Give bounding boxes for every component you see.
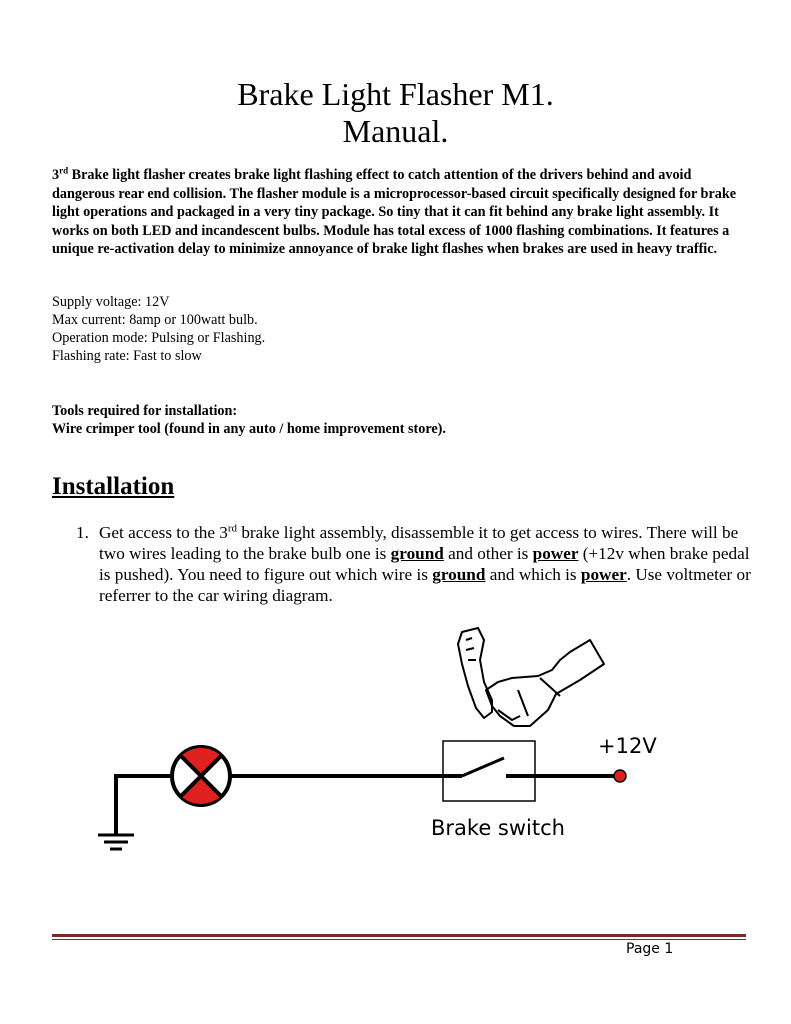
step-text-part: and other is — [443, 544, 533, 563]
intro-ordinal-suffix: rd — [59, 165, 69, 176]
step-number: 1. — [76, 523, 89, 542]
intro-text: Brake light flasher creates brake light flashing effect to catch attention of the drivers behind and avoid dangerous rear end collision. The flasher module is a microprocessor-based circuit specifically designed for brake light operations and packaged in a very tiny package. So tiny that it can fit behind any brake light assembly. It works on both LED and incandescent bulbs. Module has total excess of 1000 flashing combinations. It features a unique re-activation delay to minimize annoyance of brake light flashes when brakes are used in heavy traffic. — [52, 167, 737, 257]
wiring-diagram — [0, 620, 791, 870]
installation-step-1 — [76, 522, 756, 606]
ground-term: ground — [432, 565, 486, 584]
intro-paragraph — [52, 166, 752, 259]
footer-rule — [52, 934, 746, 937]
spec-supply-voltage: Supply voltage: 12V — [52, 294, 170, 310]
foot-on-pedal-icon — [458, 628, 604, 726]
specs-list — [52, 293, 652, 365]
tools-heading: Tools required for installation: — [52, 403, 238, 419]
step-ordinal-suffix: rd — [227, 522, 238, 535]
step-text-part: and which is — [485, 565, 581, 584]
step-text-part: brake light assembly, disassemble it to get access to wires. There will be two wires leading to the brake bulb one is — [99, 523, 739, 563]
step-text-part: Get access to the 3 — [99, 523, 228, 542]
voltage-label: +12V — [598, 734, 657, 758]
spec-flashing-rate: Flashing rate: Fast to slow — [52, 348, 202, 364]
lamp-icon — [172, 747, 230, 805]
ground-term: ground — [390, 544, 444, 563]
intro-ordinal-number: 3 — [52, 167, 60, 183]
brake-switch-box — [443, 741, 535, 801]
tools-section — [52, 402, 752, 438]
installation-heading: Installation — [52, 473, 175, 500]
document-title-line-2: Manual. — [342, 113, 449, 149]
tools-text: Wire crimper tool (found in any auto / home improvement store). — [52, 421, 446, 437]
page-number: Page 1 — [626, 941, 674, 957]
spec-max-current: Max current: 8amp or 100watt bulb. — [52, 312, 258, 328]
ground-symbol-icon — [98, 835, 134, 849]
step-text-part: (+12v when brake pedal is pushed). You need to figure out which wire is — [99, 544, 750, 584]
step-text — [99, 522, 756, 606]
footer-rule-thin — [52, 939, 746, 940]
step-text-part: . Use voltmeter or referrer to the car wiring diagram. — [99, 565, 751, 605]
power-term: power — [580, 565, 627, 584]
brake-switch-label: Brake switch — [431, 816, 565, 840]
power-term: power — [532, 544, 579, 563]
spec-operation-mode: Operation mode: Pulsing or Flashing. — [52, 330, 266, 346]
terminal-dot — [614, 770, 626, 782]
switch-icon — [462, 758, 504, 776]
document-title-line-1: Brake Light Flasher M1. — [237, 76, 554, 112]
